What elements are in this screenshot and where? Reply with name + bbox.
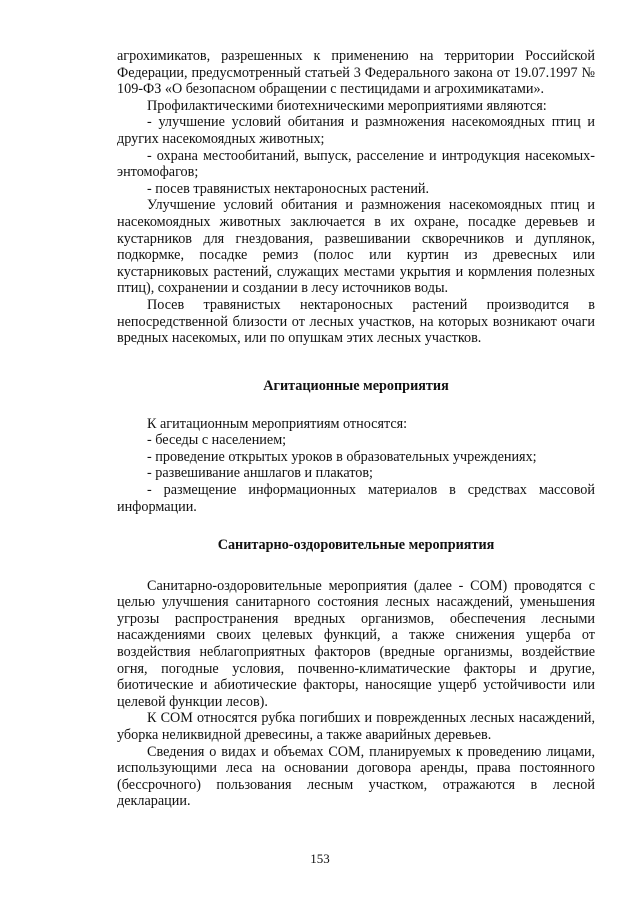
page-number: 153 xyxy=(310,851,330,866)
list-item-nectar-plants: - посев травянистых нектароносных растений. xyxy=(147,180,430,197)
agitation-section xyxy=(117,378,595,515)
section-heading-sanitary: Санитарно-оздоровительные мероприятия xyxy=(217,537,495,553)
list-item-talks: - беседы с населением; xyxy=(147,432,287,449)
paragraph-agitation-intro: К агитационным мероприятиям относятся: xyxy=(147,415,408,432)
paragraph-som-definition: Санитарно-оздоровительные мероприятия (далее - СОМ) проводятся с целью улучшения санитарного состояния лесных насаждений, уменьшения угрозы распространения вредных организмов, обеспечения лесными насаждениями своих целевых функций, а также снижения ущерба от воздействия неблагоприятных факторов (вредные организмы, воздействие огня, погодные условия, почвенно-климатические факторы и другие, биотические и абиотические факторы, наносящие ущерб устойчивости или целевой функции лесов). xyxy=(117,577,595,710)
paragraph-biotech-measures-intro: Профилактическими биотехническими мероприятиями являются: xyxy=(147,97,547,114)
paragraph-nectar-sowing: Посев травянистых нектароносных растений производится в непосредственной близости от лесных участков, на которых возникают очаги вредных насекомых, или по опушкам этих лесных участков. xyxy=(117,296,595,347)
paragraph-pesticide-law: агрохимикатов, разрешенных к применению на территории Российской Федерации, предусмотренный статьей 3 Федерального закона от 19.07.1997 № 109-ФЗ «О безопасном обращении с пестицидами и агрохимикатами». xyxy=(117,48,595,98)
list-item-posters: - развешивание аншлагов и плакатов; xyxy=(147,465,373,482)
paragraph-habitat-improvement: Улучшение условий обитания и размножения насекомоядных птиц и насекомоядных животных заключается в их охране, посадке деревьев и кустарников для гнездования, развешивании скворечников и дуплянок, подкормке, посадке ремиз (полос или куртин из древесных или кустарниковых растений, служащих местами укрытия и кормления полезных птиц), сохранении и создании в лесу источников воды. xyxy=(117,197,595,297)
list-item-media: - размещение информационных материалов в средствах массовой информации. xyxy=(117,481,595,515)
list-item-entomophages: - охрана местообитаний, выпуск, расселение и интродукция насекомых-энтомофагов; xyxy=(117,147,595,181)
intro-section xyxy=(117,48,595,347)
section-heading-agitation: Агитационные мероприятия xyxy=(263,378,449,394)
list-item-open-lessons: - проведение открытых уроков в образовательных учреждениях; xyxy=(147,448,537,465)
paragraph-som-includes: К СОМ относятся рубка погибших и поврежденных лесных насаждений, уборка неликвидной древесины, а также аварийных деревьев. xyxy=(117,710,595,743)
list-item-birds: - улучшение условий обитания и размножения насекомоядных птиц и других насекомоядных животных; xyxy=(117,114,595,147)
sanitary-section xyxy=(117,537,595,810)
paragraph-som-declaration: Сведения о видах и объемах СОМ, планируемых к проведению лицами, использующими леса на основании договора аренды, права постоянного (бессрочного) пользования лесным участком, отражаются в лесной декларации. xyxy=(117,743,595,810)
